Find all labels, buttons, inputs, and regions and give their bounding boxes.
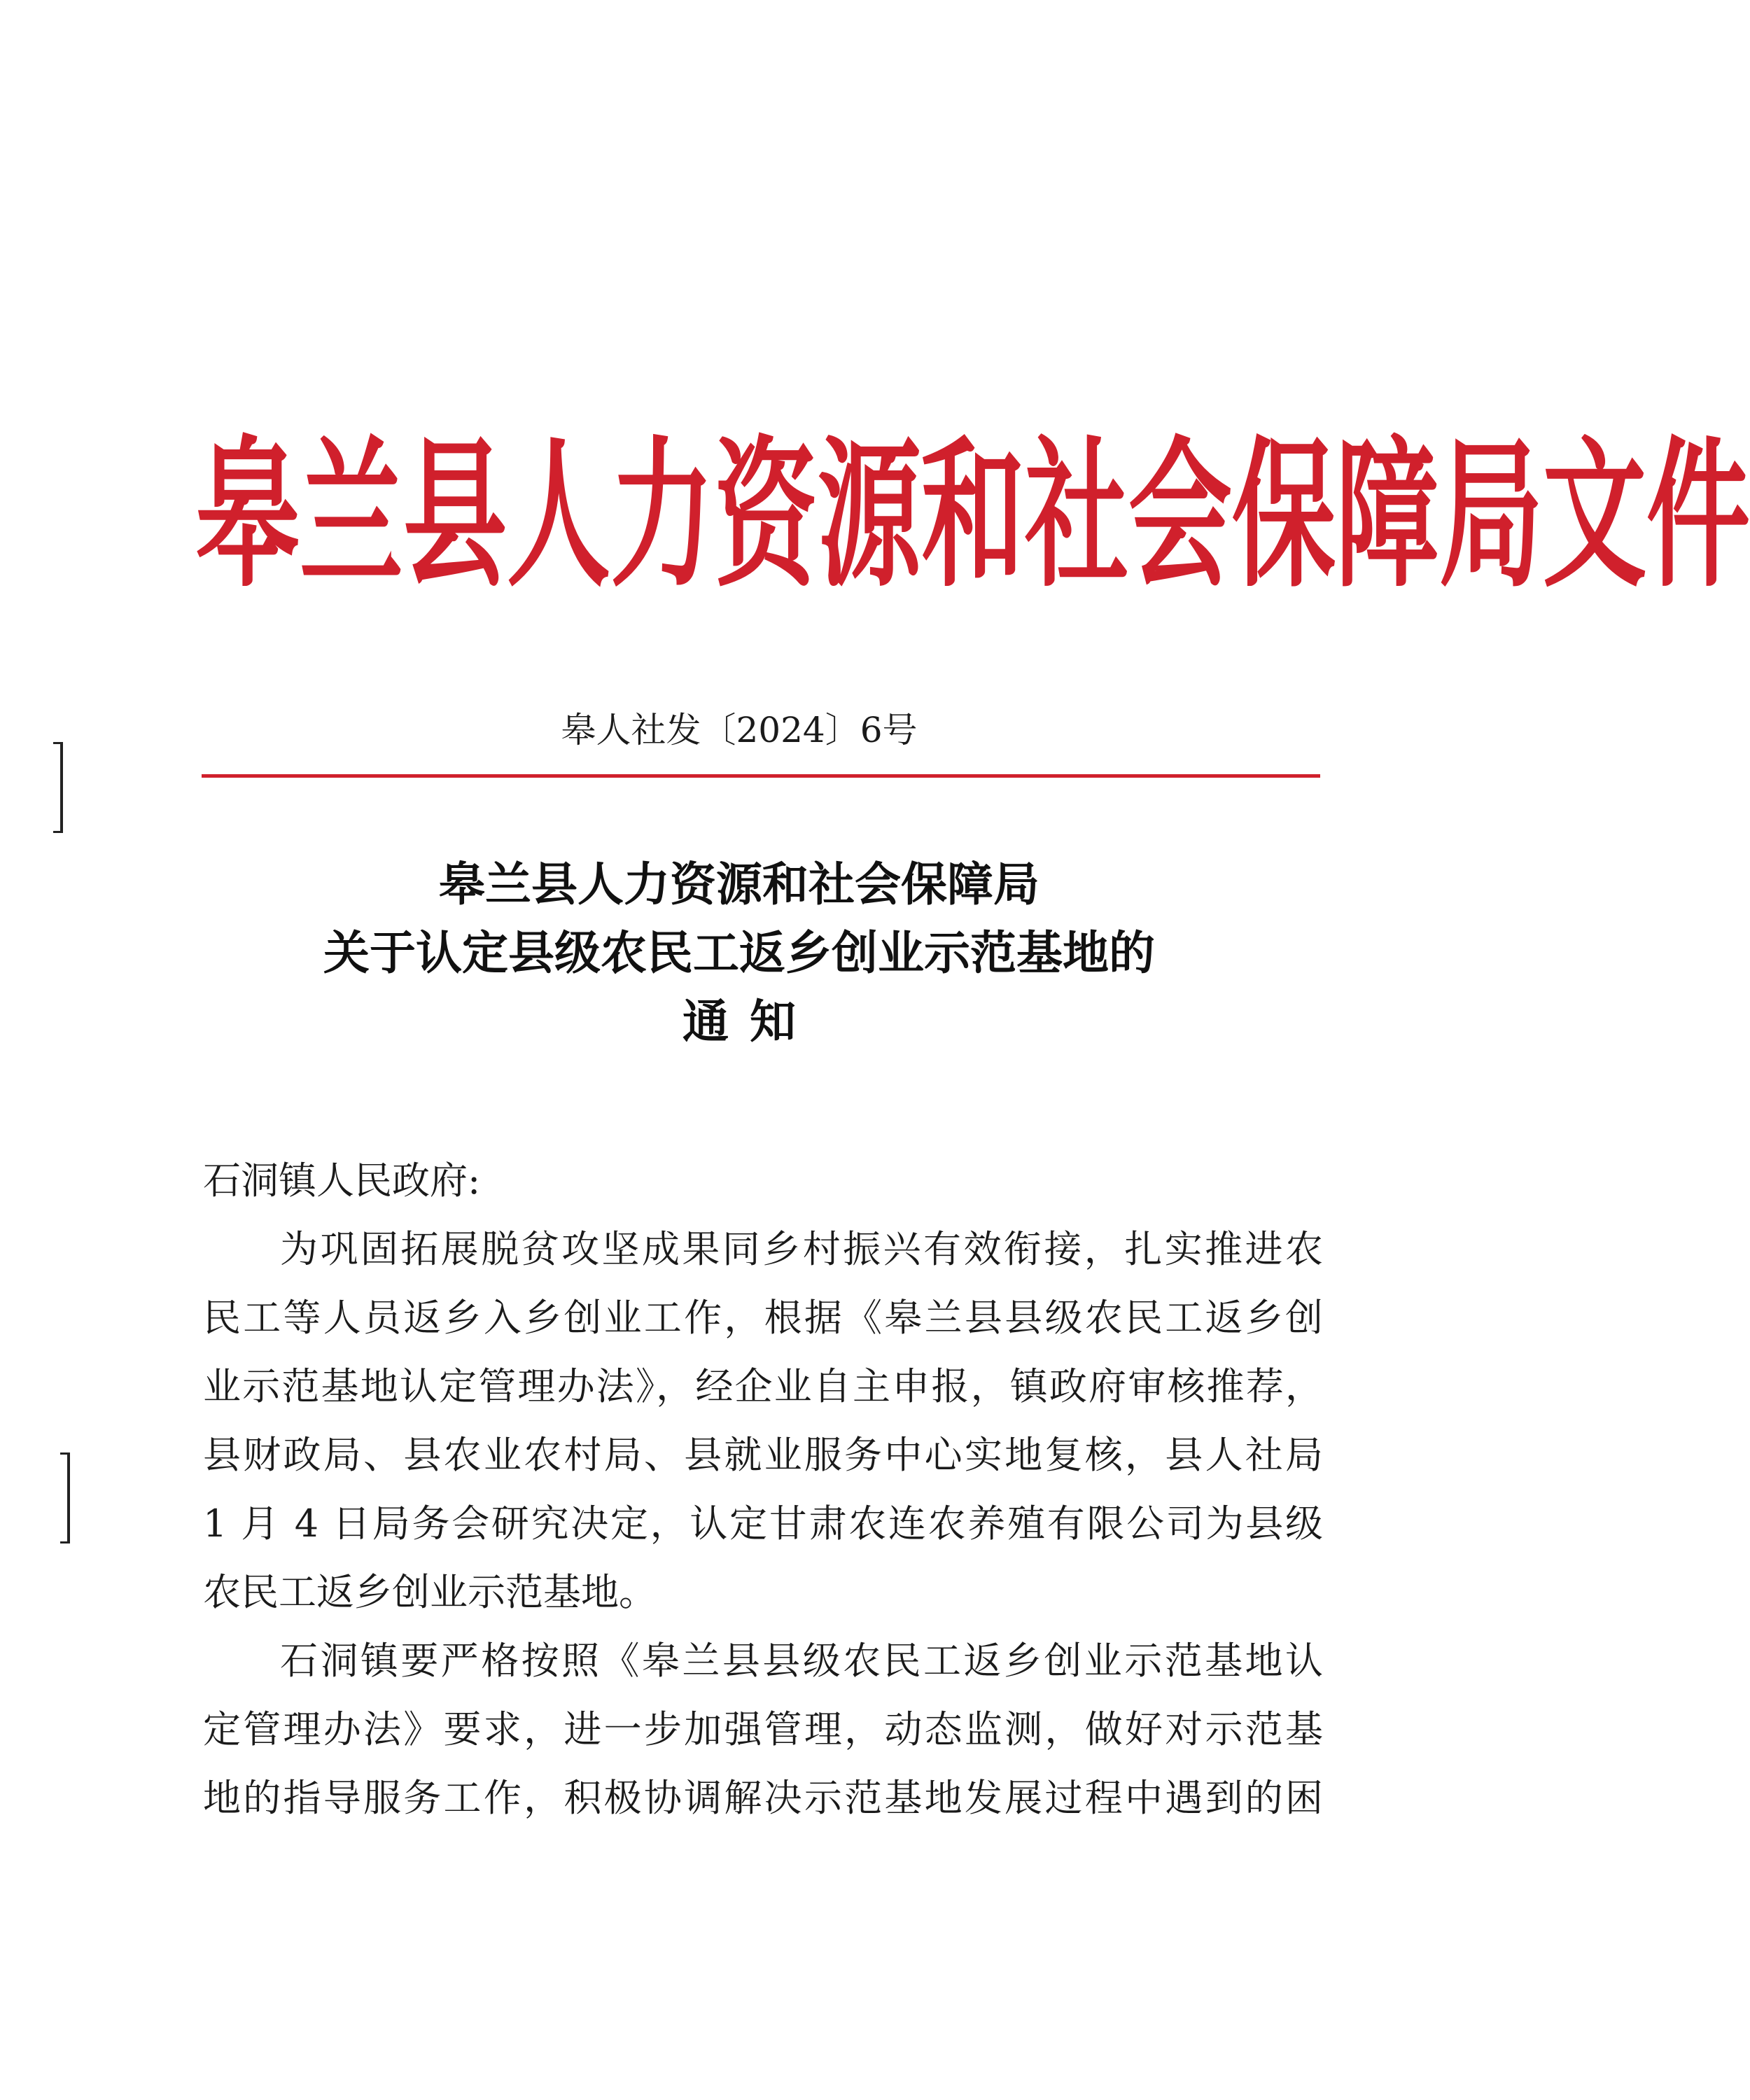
paragraph-1-line: 为巩固拓展脱贫攻坚成果同乡村振兴有效衔接，扎实推进农 [280, 1227, 1323, 1271]
title-line-3: 通知 [682, 995, 817, 1049]
masthead-char: 和 [921, 420, 1025, 609]
masthead-char: 文 [1543, 420, 1646, 609]
masthead-char: 人 [507, 420, 610, 609]
masthead-char: 局 [1439, 420, 1543, 609]
document-number: 皋人社发〔2024〕6号 [561, 710, 918, 750]
paragraph-1-line: 民工等人员返乡入乡创业工作，根据《皋兰县县级农民工返乡创 [203, 1296, 1323, 1340]
paragraph-1-line: 业示范基地认定管理办法》，经企业自主申报，镇政府审核推荐， [203, 1364, 1323, 1408]
red-divider-rule [202, 774, 1320, 778]
masthead-char: 社 [1025, 420, 1128, 609]
paragraph-2-line: 地的指导服务工作，积极协调解决示范基地发展过程中遇到的困 [203, 1776, 1323, 1820]
masthead-char: 会 [1128, 420, 1232, 609]
binding-hole-mark [53, 742, 63, 833]
masthead-char: 保 [1232, 420, 1336, 609]
masthead-char: 障 [1336, 420, 1439, 609]
paragraph-1-line: 县财政局、县农业农村局、县就业服务中心实地复核，县人社局 [203, 1433, 1323, 1477]
title-line-2: 关于认定县级农民工返乡创业示范基地的 [323, 926, 1155, 980]
salutation: 石洞镇人民政府: [203, 1158, 481, 1203]
paragraph-2-line: 石洞镇要严格按照《皋兰县县级农民工返乡创业示范基地认 [280, 1639, 1323, 1683]
paragraph-1-line: 1 月 4 日局务会研究决定，认定甘肃农连农养殖有限公司为县级 [203, 1502, 1323, 1546]
masthead-char: 皋 [196, 420, 300, 609]
masthead-char: 兰 [300, 420, 403, 609]
masthead-char: 件 [1646, 420, 1750, 609]
paragraph-1-line: 农民工返乡创业示范基地。 [203, 1570, 657, 1614]
binding-hole-mark [60, 1452, 70, 1544]
masthead-title [196, 352, 1750, 678]
notice-body [203, 1147, 1323, 1833]
masthead-char: 源 [818, 420, 921, 609]
masthead-char: 资 [714, 420, 818, 609]
masthead-char: 力 [610, 420, 714, 609]
paragraph-2-line: 定管理办法》要求，进一步加强管理，动态监测，做好对示范基 [203, 1707, 1323, 1751]
notice-title [0, 850, 1478, 1056]
masthead-char: 县 [403, 420, 507, 609]
title-line-1: 皋兰县人力资源和社会保障局 [439, 858, 1040, 911]
